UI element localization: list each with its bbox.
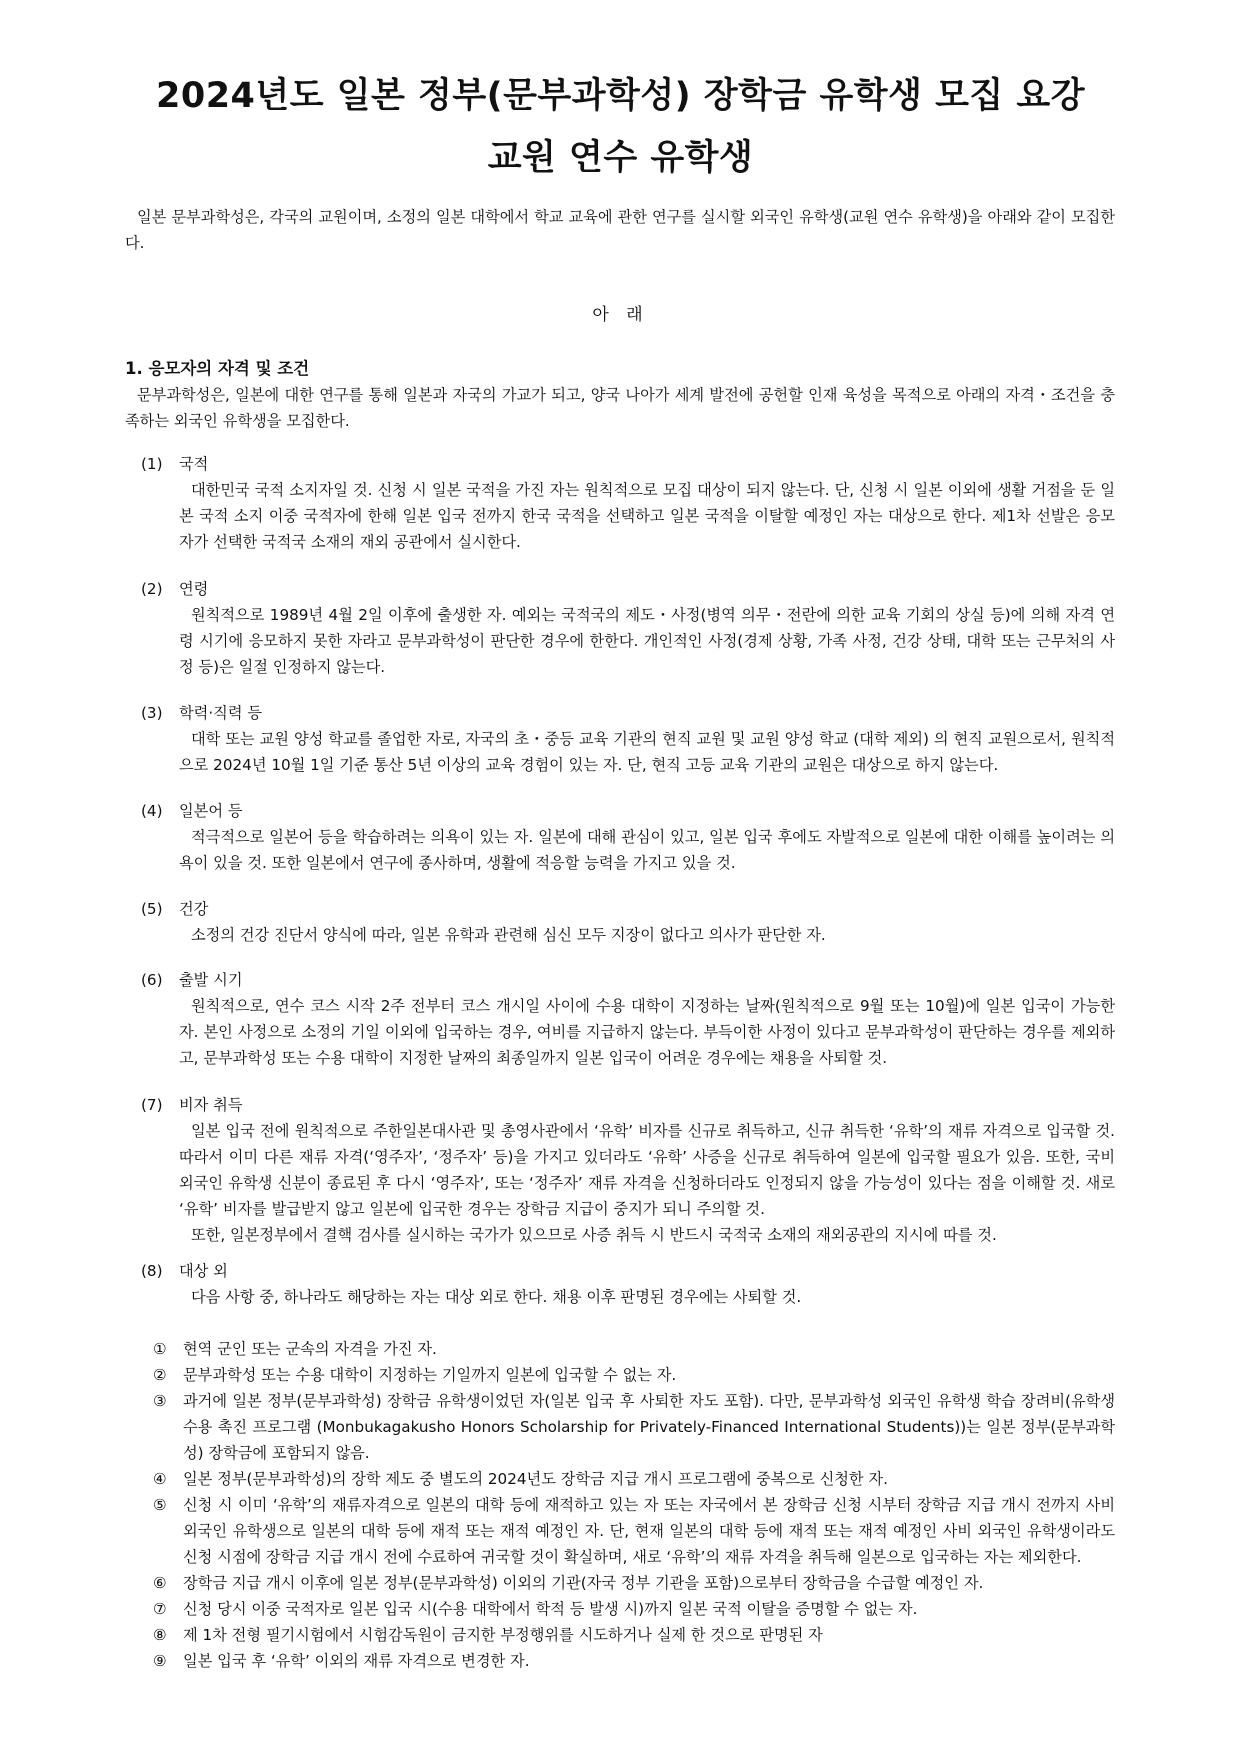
list-marker: ②: [153, 1366, 167, 1384]
item-title: 일본어 등: [179, 802, 243, 820]
item-title: 출발 시기: [179, 971, 243, 989]
list-item: [153, 1596, 1115, 1622]
list-item: [153, 1648, 1115, 1674]
item-number: (4): [141, 802, 163, 820]
list-marker: ⑦: [153, 1600, 167, 1618]
list-marker: ④: [153, 1470, 167, 1488]
section-heading: 1. 응모자의 자격 및 조건: [125, 359, 310, 378]
list-marker: ③: [153, 1392, 167, 1410]
item-body: 적극적으로 일본어 등을 학습하려는 의욕이 있는 자. 일본에 대해 관심이 있고, 일본 입국 후에도 자발적으로 일본에 대한 이해를 높이려는 의욕이 있을 것. 또한 일본에서 연구에 종사하며, 생활에 적응할 능력을 가지고 있을 것.: [179, 828, 1115, 872]
item-title: 건강: [179, 900, 209, 918]
item-number: (6): [141, 971, 163, 989]
item-health: [141, 896, 1115, 948]
item-title: 비자 취득: [179, 1096, 243, 1114]
item-number: (8): [141, 1262, 163, 1280]
item-title: 연령: [179, 580, 209, 598]
list-text: 제 1차 전형 필기시험에서 시험감독원이 금지한 부정행위를 시도하거나 실제 한 것으로 판명된 자: [183, 1626, 823, 1644]
item-body: 일본 입국 전에 원칙적으로 주한일본대사관 및 총영사관에서 ‘유학’ 비자를 신규로 취득하고, 신규 취득한 ‘유학’의 재류 자격으로 입국할 것. 따라서 이미 다른 재류 자격(‘영주자’, ‘정주자’ 등)을 가지고 있더라도 ‘유학’ 사증을 신규로 취득하여 일본에 입국할 필요가 있음. 또한, 국비 외국인 유학생 신분이 종료된 후 다시 ‘영주자’, 또는 ‘정주자’ 재류 자격을 신청하더라도 인정되지 않을 가능성이 있다는 점을 이해할 것. 새로 ‘유학’ 비자를 발급받지 않고 일본에 입국한 경우는 장학금 지급이 중지가 되니 주의할 것.: [179, 1122, 1115, 1218]
list-text: 문부과학성 또는 수용 대학이 지정하는 기일까지 일본에 입국할 수 없는 자.: [183, 1366, 677, 1384]
list-item: [153, 1570, 1115, 1596]
ara-heading: 아 래: [592, 305, 649, 325]
list-text: 현역 군인 또는 군속의 자격을 가진 자.: [183, 1340, 437, 1358]
list-marker: ⑨: [153, 1652, 167, 1670]
item-body: 소정의 건강 진단서 양식에 따라, 일본 유학과 관련해 심신 모두 지장이 없다고 의사가 판단한 자.: [191, 926, 826, 944]
item-exclusion: [141, 1258, 1115, 1310]
item-number: (2): [141, 580, 163, 598]
item-departure: [141, 967, 1115, 1071]
item-body: 다음 사항 중, 하나라도 해당하는 자는 대상 외로 한다. 채용 이후 판명된 경우에는 사퇴할 것.: [191, 1288, 802, 1306]
item-education: [141, 700, 1115, 778]
item-body: 원칙적으로 1989년 4월 2일 이후에 출생한 자. 예외는 국적국의 제도・사정(병역 의무・전란에 의한 교육 기회의 상실 등)에 의해 자격 연령 시기에 응모하지 못한 자라고 문부과학성이 판단한 경우에 한한다. 개인적인 사정(경제 상황, 가족 사정, 건강 상태, 대학 또는 근무처의 사정 등)은 일절 인정하지 않는다.: [179, 606, 1115, 676]
list-item: [153, 1622, 1115, 1648]
list-marker: ①: [153, 1340, 167, 1358]
list-marker: ⑥: [153, 1574, 167, 1592]
item-title: 학력·직력 등: [179, 704, 263, 722]
list-text: 신청 시 이미 ‘유학’의 재류자격으로 일본의 대학 등에 재적하고 있는 자 또는 자국에서 본 장학금 신청 시부터 장학금 지급 개시 전까지 사비 외국인 유학생으로 일본의 대학 등에 재적 또는 재적 예정인 자. 단, 현재 일본의 대학 등에 재적 또는 재적 예정인 사비 외국인 유학생이라도 신청 시점에 장학금 지급 개시 전에 수료하여 귀국할 것이 확실하며, 새로 ‘유학’의 재류 자격을 취득해 일본으로 입국하는 자는 제외한다.: [183, 1496, 1115, 1566]
item-title: 국적: [179, 455, 209, 473]
item-body-note: 또한, 일본정부에서 결핵 검사를 실시하는 국가가 있으므로 사증 취득 시 반드시 국적국 소재의 재외공관의 지시에 따를 것.: [191, 1226, 997, 1244]
intro-paragraph: 일본 문부과학성은, 각국의 교원이며, 소정의 일본 대학에서 학교 교육에 관한 연구를 실시할 외국인 유학생(교원 연수 유학생)을 아래와 같이 모집한다.: [125, 208, 1115, 252]
item-visa: [141, 1092, 1115, 1248]
item-body: 원칙적으로, 연수 코스 시작 2주 전부터 코스 개시일 사이에 수용 대학이 지정하는 날짜(원칙적으로 9월 또는 10월)에 일본 입국이 가능한 자. 본인 사정으로 소정의 기일 이외에 입국하는 경우, 여비를 지급하지 않는다. 부득이한 사정이 있다고 문부과학성이 판단하는 경우를 제외하고, 문부과학성 또는 수용 대학이 지정한 날짜의 최종일까지 일본 입국이 어려운 경우에는 채용을 사퇴할 것.: [179, 997, 1115, 1067]
list-text: 일본 입국 후 ‘유학’ 이외의 재류 자격으로 변경한 자.: [183, 1652, 530, 1670]
item-number: (1): [141, 455, 163, 473]
list-marker: ⑤: [153, 1496, 167, 1514]
list-item: [153, 1388, 1115, 1466]
list-item: [153, 1466, 1115, 1492]
item-number: (5): [141, 900, 163, 918]
item-japanese: [141, 798, 1115, 876]
item-body: 대한민국 국적 소지자일 것. 신청 시 일본 국적을 가진 자는 원칙적으로 모집 대상이 되지 않는다. 단, 신청 시 일본 이외에 생활 거점을 둔 일본 국적 소지 이중 국적자에 한해 일본 입국 전까지 한국 국적을 선택하고 일본 국적을 이탈할 예정인 자는 대상으로 한다. 제1차 선발은 응모자가 선택한 국적국 소재의 재외 공관에서 실시한다.: [179, 481, 1115, 551]
item-nationality: [141, 451, 1115, 555]
list-text: 일본 정부(문부과학성)의 장학 제도 중 별도의 2024년도 장학금 지급 개시 프로그램에 중복으로 신청한 자.: [183, 1470, 888, 1488]
list-item: [153, 1492, 1115, 1570]
section-intro: 문부과학성은, 일본에 대한 연구를 통해 일본과 자국의 가교가 되고, 양국 나아가 세계 발전에 공헌할 인재 육성을 목적으로 아래의 자격・조건을 충족하는 외국인 유학생을 모집한다.: [125, 386, 1115, 430]
list-text: 장학금 지급 개시 이후에 일본 정부(문부과학성) 이외의 기관(자국 정부 기관을 포함)으로부터 장학금을 수급할 예정인 자.: [183, 1574, 984, 1592]
list-text: 신청 당시 이중 국적자로 일본 입국 시(수용 대학에서 학적 등 발생 시)까지 일본 국적 이탈을 증명할 수 없는 자.: [183, 1600, 918, 1618]
list-text: 과거에 일본 정부(문부과학성) 장학금 유학생이었던 자(일본 입국 후 사퇴한 자도 포함). 다만, 문부과학성 외국인 유학생 학습 장려비(유학생 수용 촉진 프로그램 (Monbukagakusho Honors Scholarship for Privately-Financed International Students))는 일본 정부(문부과학성) 장학금에 포함되지 않음.: [183, 1392, 1115, 1462]
list-marker: ⑧: [153, 1626, 167, 1644]
exclusion-list: [153, 1336, 1115, 1674]
item-number: (3): [141, 704, 163, 722]
item-number: (7): [141, 1096, 163, 1114]
item-age: [141, 576, 1115, 680]
item-title: 대상 외: [179, 1262, 228, 1280]
item-body: 대학 또는 교원 양성 학교를 졸업한 자로, 자국의 초・중등 교육 기관의 현직 교원 및 교원 양성 학교 (대학 제외) 의 현직 교원으로서, 원칙적으로 2024년 10월 1일 기준 통산 5년 이상의 교육 경험이 있는 자. 단, 현직 고등 교육 기관의 교원은 대상으로 하지 않는다.: [179, 730, 1115, 774]
document-title: 2024년도 일본 정부(문부과학성) 장학금 유학생 모집 요강: [155, 76, 1086, 116]
list-item: [153, 1336, 1115, 1362]
list-item: [153, 1362, 1115, 1388]
document-subtitle: 교원 연수 유학생: [487, 138, 754, 178]
